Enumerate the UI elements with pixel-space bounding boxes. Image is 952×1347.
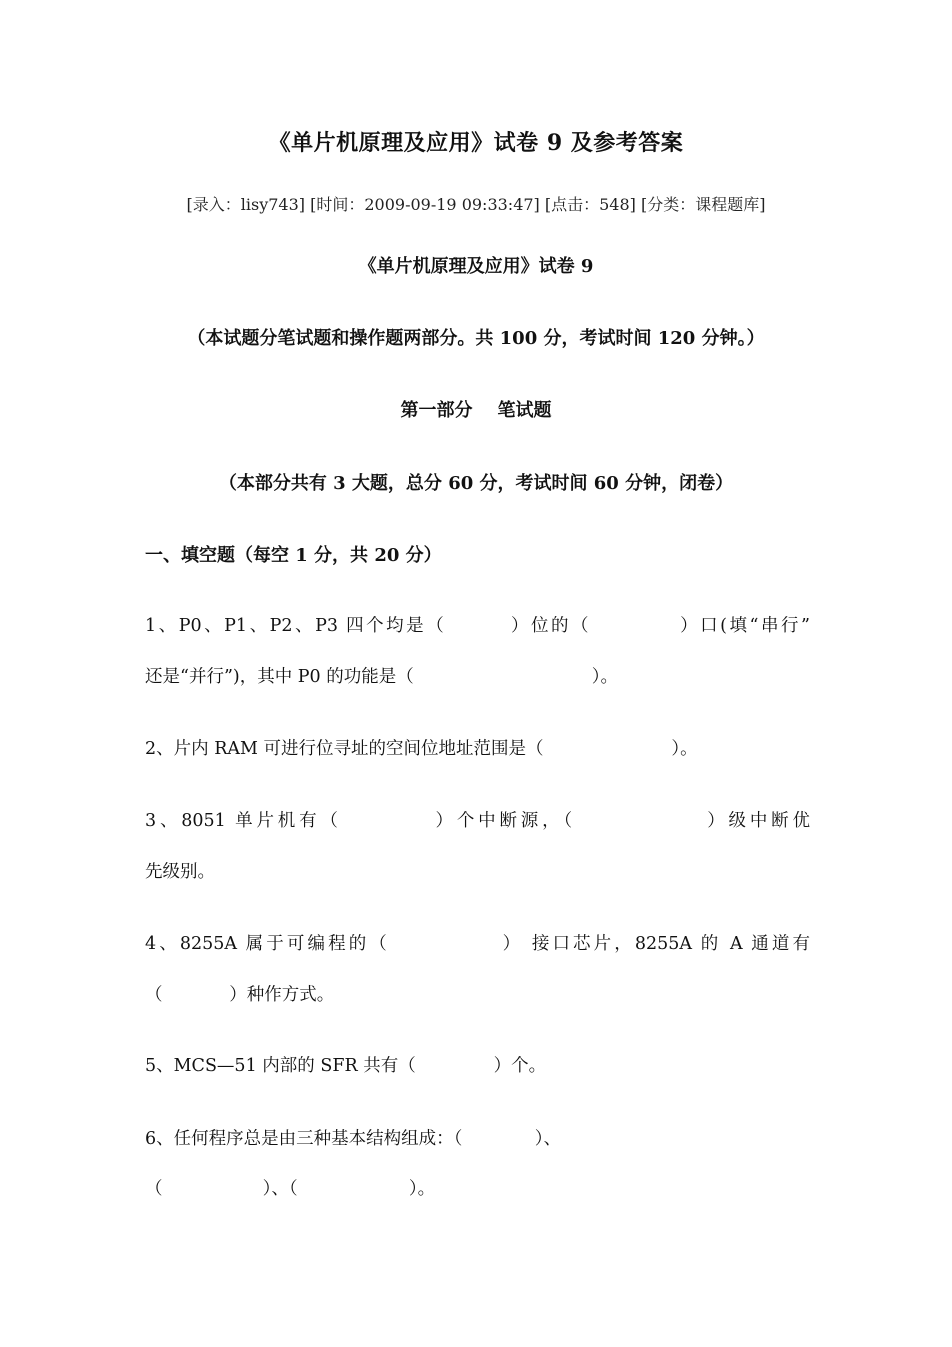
section-heading: 一、填空题（每空 1 分，共 20 分） [145,545,442,566]
page-title: 《单片机原理及应用》试卷 9 及参考答案 [268,130,684,156]
question-6-line-1: 6、任何程序总是由三种基本结构组成：（ ）、 [145,1129,561,1149]
question-1-line-1: 1、P0、P1、P2、P3 四个均是（ ）位的（ ）口(填“串行” [145,616,810,636]
question-2: 2、片内 RAM 可进行位寻址的空间位地址范围是（ ）。 [145,739,698,759]
question-6-line-2: （ ）、（ ）。 [145,1179,436,1199]
question-1-line-2: 还是“并行”)，其中 P0 的功能是（ ）。 [145,667,619,687]
exam-note: （本试题分笔试题和操作题两部分。共 100 分，考试时间 120 分钟。） [187,328,765,349]
question-3-line-2: 先级别。 [145,862,215,882]
post-metadata: [录入：lisy743] [时间：2009-09-19 09:33:47] [点击：548] [分类：课程题库] [186,195,766,214]
question-3-line-1: 3、8051 单片机有（ ）个中断源，（ ）级中断优 [145,811,810,831]
question-4-line-1: 4、8255A 属于可编程的（ ） 接口芯片，8255A 的 A 通道有 [145,934,810,954]
question-4-line-2: （ ）种作方式。 [145,985,335,1005]
part-title: 第一部分 笔试题 [400,400,552,421]
exam-subtitle: 《单片机原理及应用》试卷 9 [358,256,594,277]
part-note: （本部分共有 3 大题，总分 60 分，考试时间 60 分钟，闭卷） [218,473,734,494]
question-5: 5、MCS—51 内部的 SFR 共有（ ）个。 [145,1056,547,1076]
